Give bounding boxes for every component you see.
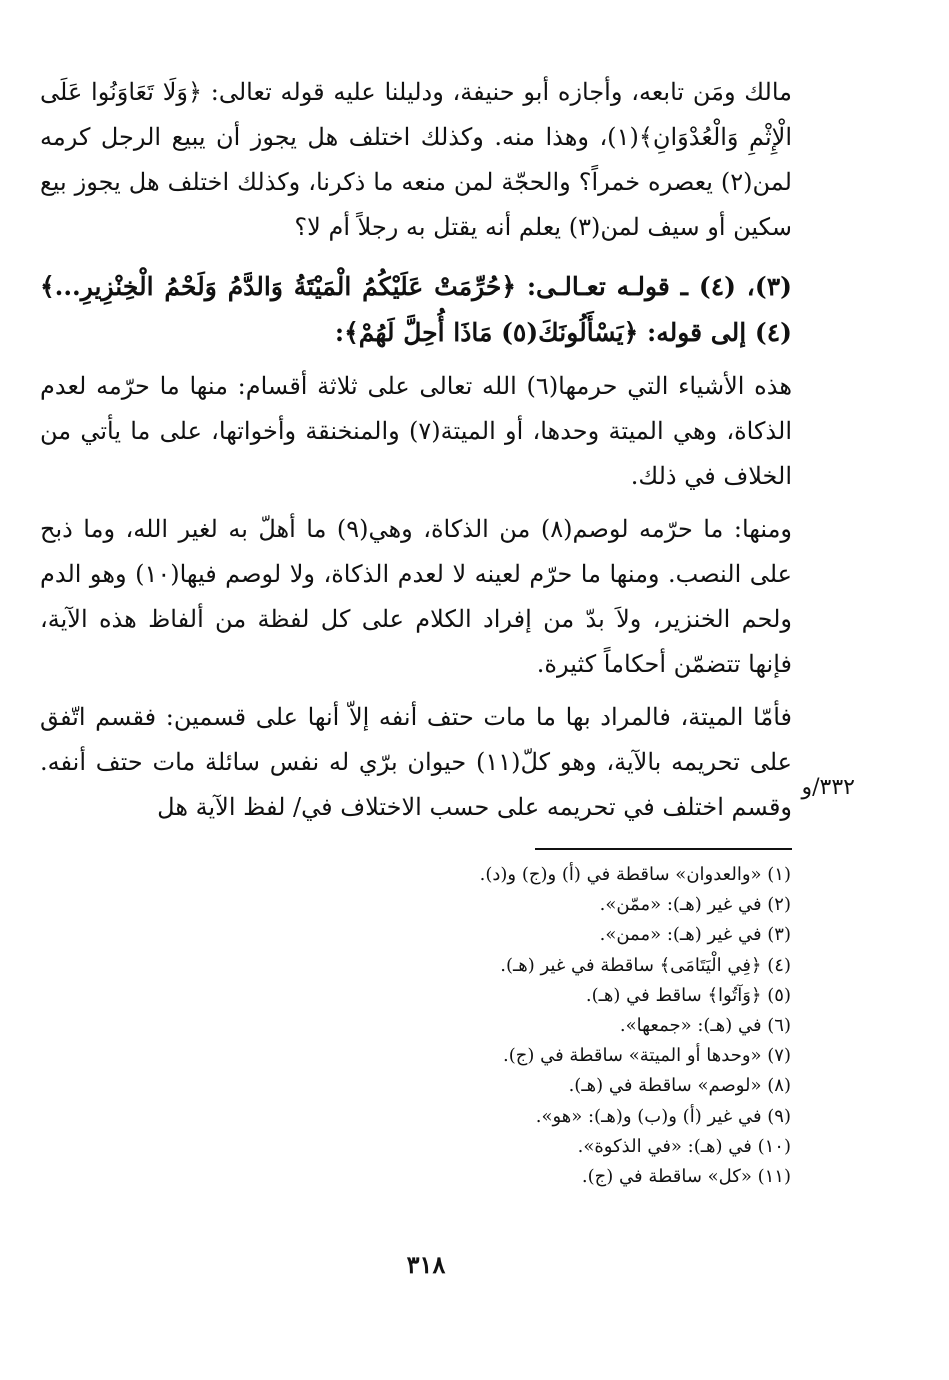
- footnote-item: (١١) «كل» ساقطة في (ج).: [581, 1166, 791, 1188]
- footnote-item: (٣) في غير (هـ): «ممن».: [599, 924, 791, 946]
- footnote-item: (١٠) في (هـ): «في الذكوة».: [577, 1135, 791, 1157]
- footnote-item: (٨) «لوصم» ساقطة في (هـ).: [568, 1075, 791, 1097]
- footnote-item: (٥) ﴿وَآتُوا﴾ ساقط في (هـ).: [585, 984, 791, 1006]
- footnote-item: (٩) في غير (أ) و(ب) و(هـ): «هو».: [535, 1105, 791, 1127]
- page-number: ٣١٨: [406, 1250, 446, 1279]
- paragraph-1: مالك ومَن تابعه، وأجازه أبو حنيفة، ودليلنا عليه قوله تعالى: ﴿وَلَا تَعَاوَنُوا عَلَى الْإِثْمِ وَالْعُدْوَانِ﴾(١)، وهذا منه. وكذلك اختلف هل يجوز أن يبيع الرجل كرمه لمن(٢) يعصره خمراً؟ والحجّة لمن منعه ما ذكرنا، وكذلك اختلف هل يجوز بيع سكين أو سيف لمن(٣) يعلم أنه يقتل به رجلاً أم لا؟: [40, 78, 792, 241]
- footnote-item: (٦) في (هـ): «جمعها».: [619, 1015, 791, 1037]
- footnotes-list: [171, 860, 791, 1192]
- footnote-item: (٧) «وحدها أو الميتة» ساقطة في (ج).: [502, 1045, 791, 1067]
- footnote-divider: [535, 848, 792, 850]
- heading-section-numbers: (٣)، (٤): [698, 272, 792, 301]
- footnote-item: (٢) في غير (هـ): «ممّن».: [599, 894, 791, 916]
- section-heading: [40, 264, 792, 356]
- paragraph-2: هذه الأشياء التي حرمها(٦) الله تعالى على ثلاثة أقسام: منها ما حرّمه لعدم الذكاة، وهي الميتة وحدها، أو الميتة(٧) والمنخنقة وأخواتها، على ما يأتي من الخلاف في ذلك.: [40, 372, 792, 490]
- manuscript-folio-marker: ٣٣٢/و: [801, 775, 855, 800]
- footnote-item: (٤) ﴿فِي الْيَتَامَى﴾ ساقطة في غير (هـ).: [500, 954, 791, 976]
- footnote-item: (١) «والعدوان» ساقطة في (أ) و(ج) و(د).: [479, 864, 791, 885]
- paragraph-4: فأمّا الميتة، فالمراد بها ما مات حتف أنفه إلاّ أنها على قسمين: فقسم اتّفق على تحريمه بالآية، وهو كلّ(١١) حيوان برّي له نفس سائلة مات حتف أنفه. وقسم اختلف في تحريمه على حسب الاختلاف في/ لفظ الآية هل: [40, 703, 792, 821]
- main-text: [40, 70, 792, 830]
- heading-text: ـ قولـه تعـالـى: ﴿حُرِّمَتْ عَلَيْكُمُ الْمَيْتَةُ وَالدَّمُ وَلَحْمُ الْخِنْزِيرِ...﴾(٤) إلى قوله: ﴿يَسْأَلُونَكَ(٥) مَاذَا أُحِلَّ لَهُمْ﴾:: [40, 272, 792, 347]
- paragraph-3: ومنها: ما حرّمه لوصم(٨) من الذكاة، وهي(٩) ما أهلّ به لغير الله، وما ذبح على النصب. ومنها ما حرّم لعينه لا لعدم الذكاة، ولا لوصم فيها(١٠) وهو الدم ولحم الخنزير، ولاَ بدّ من إفراد الكلام على كل لفظة من ألفاظ هذه الآية، فإنها تتضمّن أحكاماً كثيرة.: [40, 515, 793, 678]
